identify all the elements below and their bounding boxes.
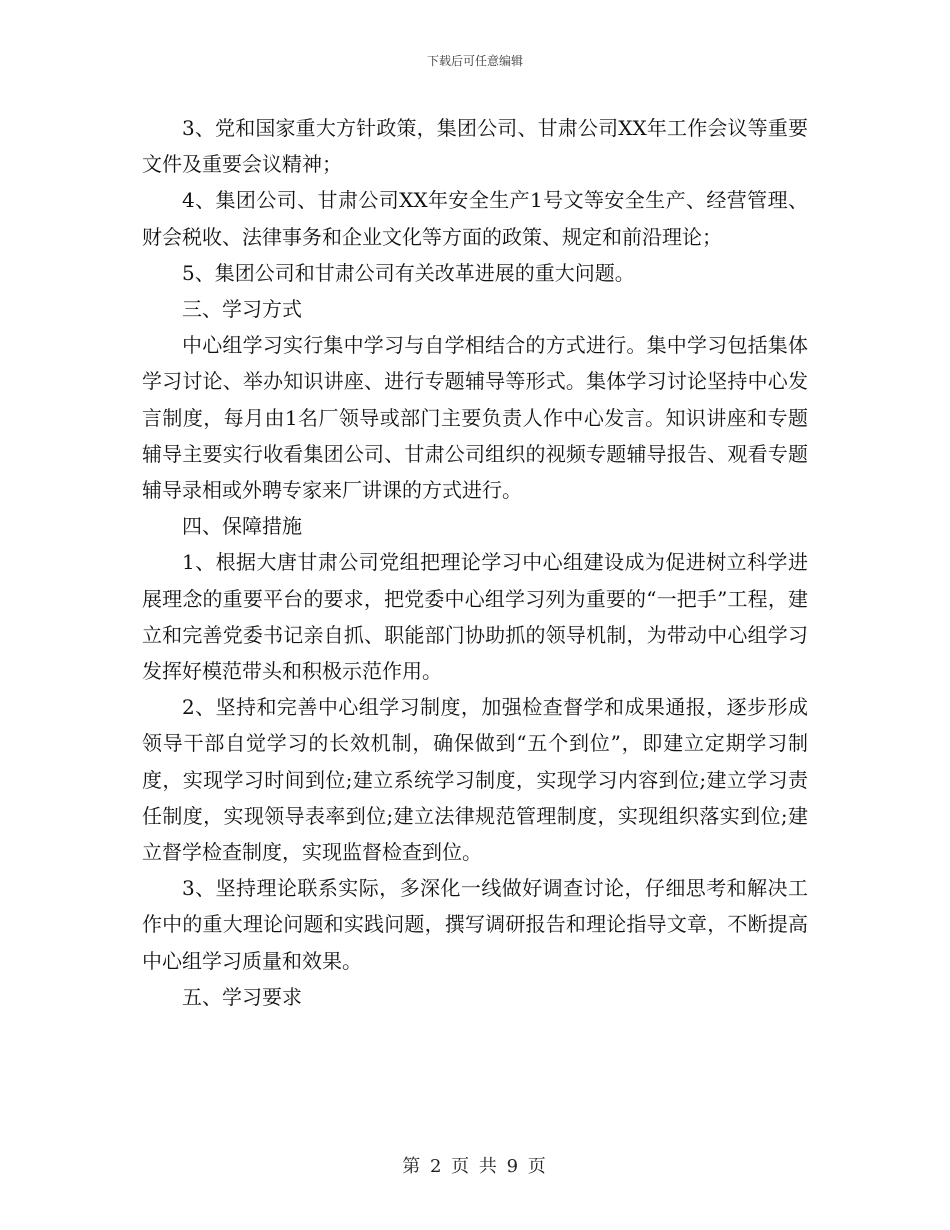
paragraph-7: 3、坚持理论联系实际，多深化一线做好调查讨论，仔细思考和解决工作中的重大理论问题和实践问题，撰写调研报告和理论指导文章，不断提高中心组学习质量和效果。 xyxy=(142,876,808,973)
paragraph-3: 5、集团公司和甘肃公司有关改革进展的重大问题。 xyxy=(182,260,635,285)
section-heading-4: 四、保障措施 xyxy=(182,514,302,539)
paragraph-5: 1、根据大唐甘肃公司党组把理论学习中心组建设成为促进树立科学进展理念的重要平台的要求，把党委中心组学习列为重要的“一把手”工程，建立和完善党委书记亲自抓、职能部门协助抓的领导机制，为带动中心组学习发挥好模范带头和积极示范作用。 xyxy=(142,550,808,684)
paragraph-4: 中心组学习实行集中学习与自学相结合的方式进行。集中学习包括集体学习讨论、举办知识讲座、进行专题辅导等形式。集体学习讨论坚持中心发言制度，每月由1名厂领导或部门主要负责人作中心发言。知识讲座和专题辅导主要实行收看集团公司、甘肃公司组织的视频专题辅导报告、观看专题辅导录相或外聘专家来厂讲课的方式进行。 xyxy=(142,333,808,503)
document-body xyxy=(142,110,808,1015)
paragraph-2: 4、集团公司、甘肃公司XX年安全生产1号文等安全生产、经营管理、财会税收、法律事务和企业文化等方面的政策、规定和前沿理论； xyxy=(142,188,808,249)
section-heading-3: 三、学习方式 xyxy=(182,297,302,322)
paragraph-6: 2、坚持和完善中心组学习制度，加强检查督学和成果通报，逐步形成领导干部自觉学习的长效机制，确保做到“五个到位”，即建立定期学习制度，实现学习时间到位;建立系统学习制度，实现学习内容到位;建立学习责任制度，实现领导表率到位;建立法律规范管理制度，实现组织落实到位;建立督学检查制度，实现监督检查到位。 xyxy=(142,695,808,865)
page-number: 第 2 页 共 9 页 xyxy=(402,1156,548,1177)
section-heading-5: 五、学习要求 xyxy=(182,984,302,1009)
page-header: 下载后可任意编辑 xyxy=(426,54,523,68)
paragraph-1: 3、党和国家重大方针政策，集团公司、甘肃公司XX年工作会议等重要文件及重要会议精神； xyxy=(142,116,808,177)
